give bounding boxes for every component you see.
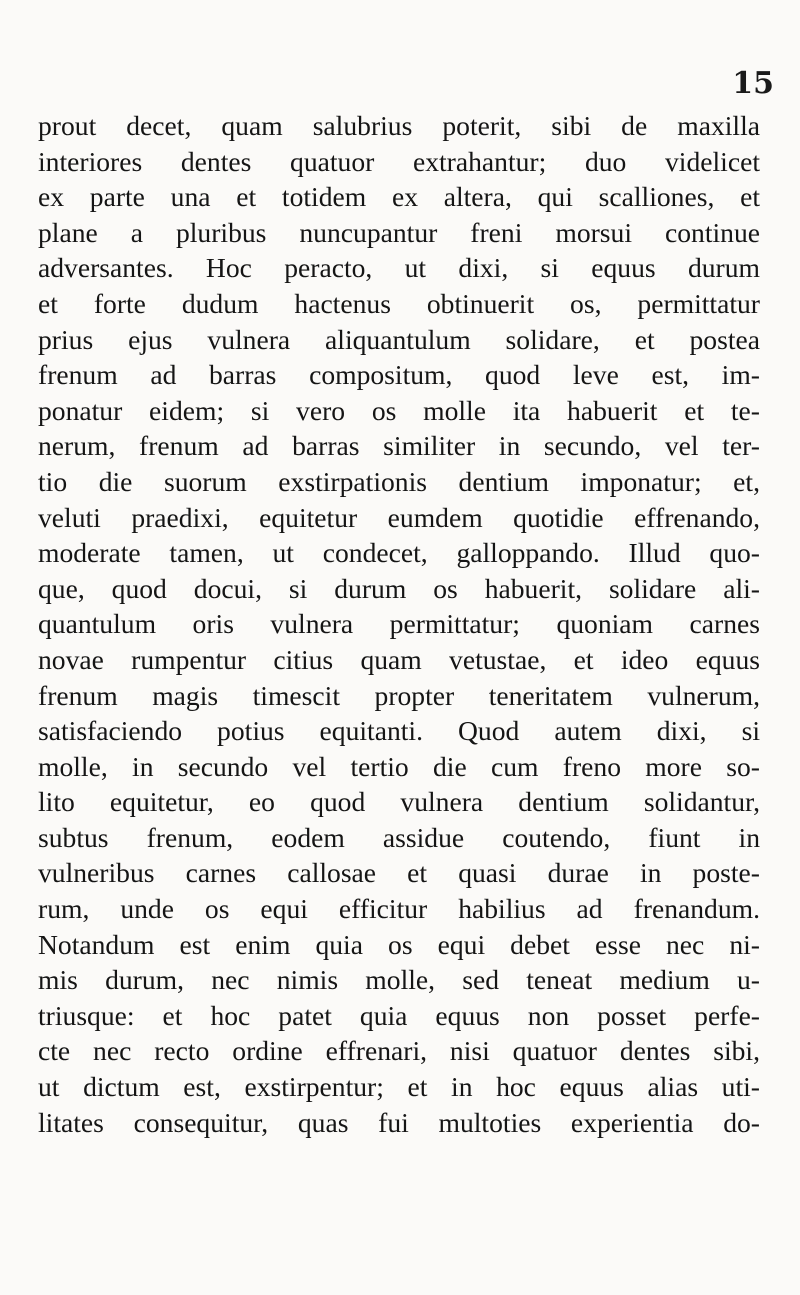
text-line: ex parte una et totidem ex altera, qui scalliones, et [38,181,760,213]
text-line: subtus frenum, eodem assidue coutendo, fiunt in [38,821,760,853]
text-line: plane a pluribus nuncupantur freni morsui continue [38,216,760,248]
text-line: prius ejus vulnera aliquantulum solidare, et postea [38,323,760,355]
text-line: que, quod docui, si durum os habuerit, solidare ali- [38,572,760,604]
text-line: quantulum oris vulnera permittatur; quoniam carnes [38,608,760,640]
text-line: interiores dentes quatuor extrahantur; duo videlicet [38,145,760,177]
page-number: 15 [732,66,774,101]
text-line: adversantes. Hoc peracto, ut dixi, si equus durum [38,252,760,284]
text-line: triusque: et hoc patet quia equus non posset perfe- [38,999,760,1031]
text-line: prout decet, quam salubrius poterit, sibi de maxilla [38,110,760,141]
text-line: veluti praedixi, equitetur eumdem quotidie effrenando, [38,501,760,533]
text-line: molle, in secundo vel tertio die cum freno more so- [38,750,760,782]
text-line: Notandum est enim quia os equi debet esse nec ni- [38,928,760,960]
text-line: frenum ad barras compositum, quod leve est, im- [38,359,760,391]
text-line: cte nec recto ordine effrenari, nisi quatuor dentes sibi, [38,1035,760,1067]
body-text [38,108,760,1140]
text-line: moderate tamen, ut condecet, galloppando. Illud quo- [38,537,760,569]
text-line: lito equitetur, eo quod vulnera dentium solidantur, [38,786,760,818]
text-line: litates consequitur, quas fui multoties experientia do- [38,1106,760,1138]
text-line: rum, unde os equi efficitur habilius ad frenandum. [38,893,760,925]
text-line: et forte dudum hactenus obtinuerit os, permittatur [38,287,760,319]
text-line: novae rumpentur citius quam vetustae, et ideo equus [38,643,760,675]
text-line: tio die suorum exstirpationis dentium imponatur; et, [38,465,760,497]
text-line: nerum, frenum ad barras similiter in secundo, vel ter- [38,430,760,462]
text-line: ponatur eidem; si vero os molle ita habuerit et te- [38,394,760,426]
text-line: frenum magis timescit propter teneritatem vulnerum, [38,679,760,711]
text-line: mis durum, nec nimis molle, sed teneat medium u- [38,964,760,996]
text-line: satisfaciendo potius equitanti. Quod autem dixi, si [38,715,760,747]
text-line: ut dictum est, exstirpentur; et in hoc equus alias uti- [38,1071,760,1103]
text-line: vulneribus carnes callosae et quasi durae in poste- [38,857,760,889]
